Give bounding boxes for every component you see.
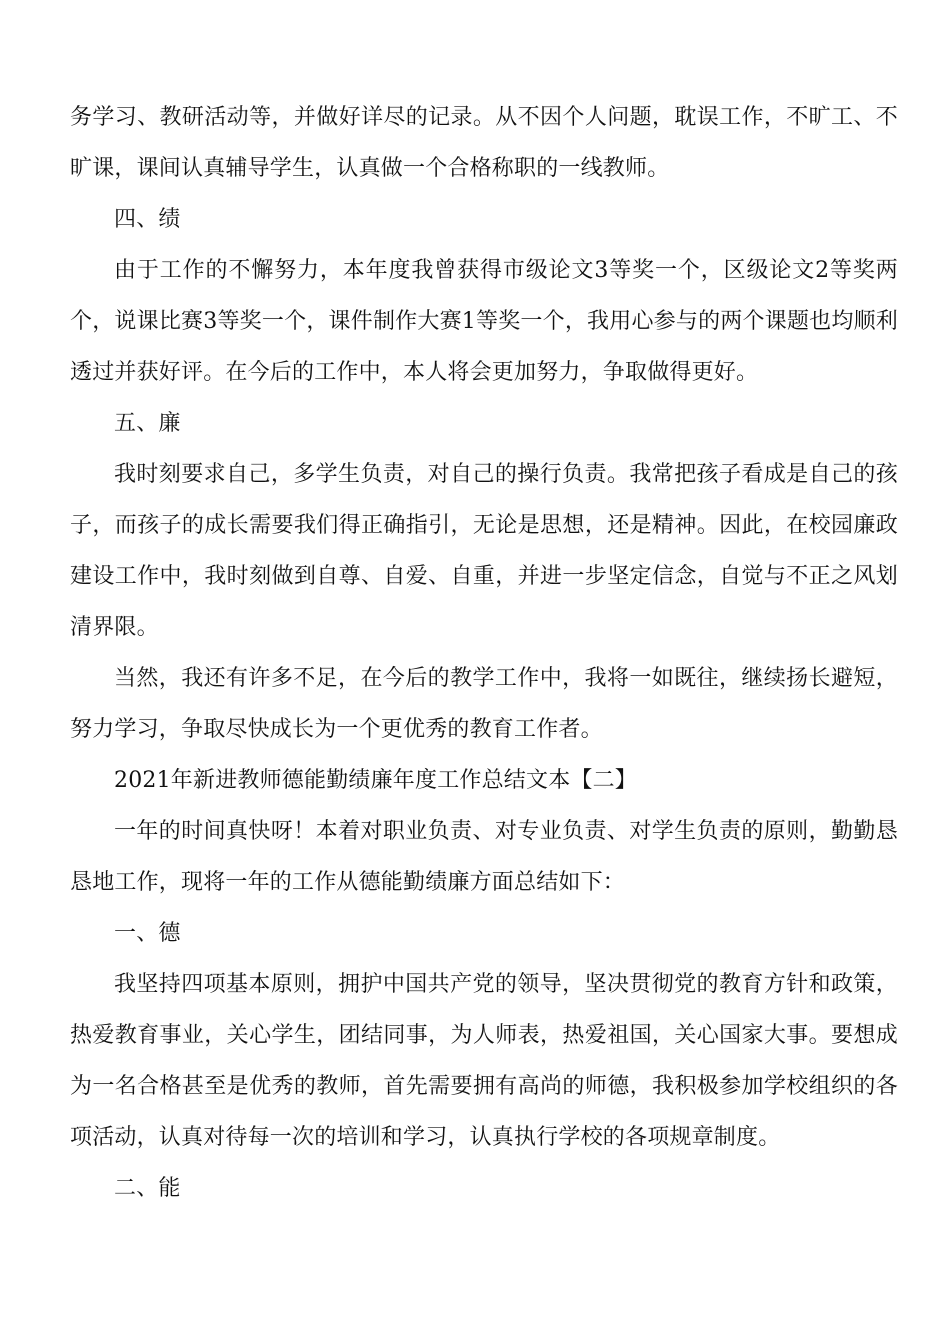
paragraph-conclusion: 当然，我还有许多不足，在今后的教学工作中，我将一如既往，继续扬长避短，努力学习，争取尽快成长为一个更优秀的教育工作者。 [70,666,898,742]
paragraph-continuation: 务学习、教研活动等，并做好详尽的记录。从不因个人问题，耽误工作，不旷工、不旷课，课间认真辅导学生，认真做一个合格称职的一线教师。 [70,105,898,181]
document-body [70,92,898,1214]
paragraph-achievement: 由于工作的不懈努力，本年度我曾获得市级论文3等奖一个，区级论文2等奖两个，说课比赛3等奖一个，课件制作大赛1等奖一个，我用心参与的两个课题也均顺利透过并获好评。在今后的工作中，本人将会更加努力，争取做得更好。 [70,258,898,385]
section-heading-achievement: 四、绩 [114,207,181,232]
section-heading-ability: 二、能 [114,1176,181,1201]
paragraph-integrity: 我时刻要求自己，多学生负责，对自己的操行负责。我常把孩子看成是自己的孩子，而孩子的成长需要我们得正确指引，无论是思想，还是精神。因此，在校园廉政建设工作中，我时刻做到自尊、自爱、自重，并进一步坚定信念，自觉与不正之风划清界限。 [70,462,898,640]
section-heading-integrity: 五、廉 [114,411,181,436]
paragraph-intro: 一年的时间真快呀！本着对职业负责、对专业负责、对学生负责的原则，勤勤恳恳地工作，现将一年的工作从德能勤绩廉方面总结如下： [70,819,898,895]
document-subtitle: 2021年新进教师德能勤绩廉年度工作总结文本【二】 [114,768,637,793]
paragraph-morality: 我坚持四项基本原则，拥护中国共产党的领导，坚决贯彻党的教育方针和政策，热爱教育事业，关心学生，团结同事，为人师表，热爱祖国，关心国家大事。要想成为一名合格甚至是优秀的教师，首先需要拥有高尚的师德，我积极参加学校组织的各项活动，认真对待每一次的培训和学习，认真执行学校的各项规章制度。 [70,972,898,1150]
section-heading-morality: 一、德 [114,921,181,946]
